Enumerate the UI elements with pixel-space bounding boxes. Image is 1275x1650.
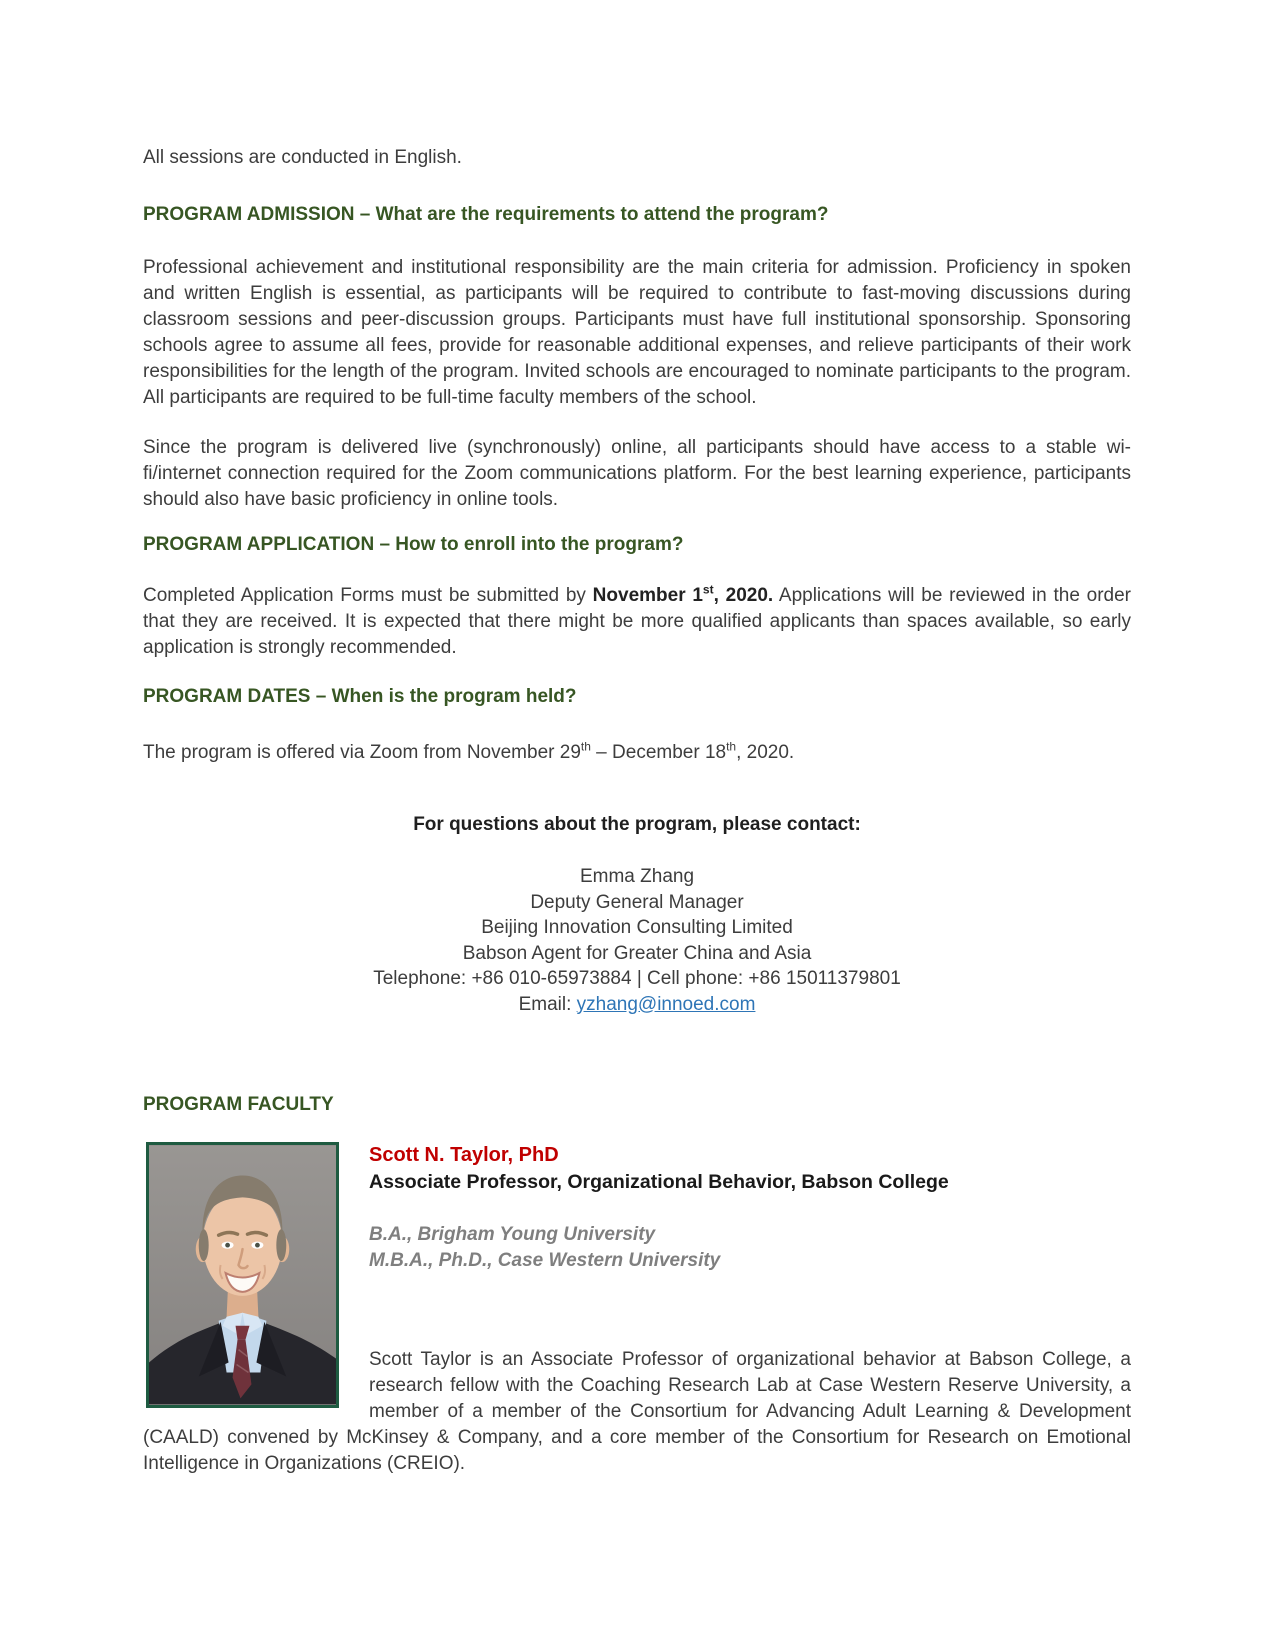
faculty-bio-paragraph: Scott Taylor is an Associate Professor of organizational behavior at Babson College, a research fellow with the Coaching Research Lab at Case Western Reserve University, a member of a member of the Consortium for Advancing Adult Learning & Development (CAALD) convened by McKinsey & Company, and a core member of the Consortium for Research on Emotional Intelligence in Organizations (CREIO). (143, 1349, 1131, 1474)
faculty-degree-1: B.A., Brigham Young University (369, 1224, 656, 1245)
heading-program-application: PROGRAM APPLICATION – How to enroll into the program? (143, 534, 684, 555)
application-text-start: Completed Application Forms must be submitted by (143, 585, 593, 606)
contact-heading: For questions about the program, please contact: (413, 814, 861, 835)
application-paragraph (143, 583, 1131, 661)
contact-role: Deputy General Manager (530, 891, 744, 913)
contact-email-line (143, 992, 1131, 1018)
contact-company: Beijing Innovation Consulting Limited (481, 917, 793, 938)
dates-text-1: The program is offered via Zoom from November 29 (143, 742, 581, 763)
heading-program-dates: PROGRAM DATES – When is the program held? (143, 686, 577, 707)
deadline-ordinal: st (702, 582, 714, 597)
heading-program-faculty: PROGRAM FACULTY (143, 1094, 334, 1115)
contact-block (143, 864, 1131, 1017)
faculty-title: Associate Professor, Organizational Behavior, Babson College (369, 1171, 949, 1193)
dates-ordinal-2: th (726, 739, 737, 754)
email-label: Email: (518, 993, 577, 1015)
dates-text-2: – December 18 (590, 742, 727, 763)
contact-agency: Babson Agent for Greater China and Asia (462, 942, 812, 964)
faculty-degree-2: M.B.A., Ph.D., Case Western University (369, 1250, 721, 1271)
contact-phone-line: Telephone: +86 010-65973884 | Cell phone: +86 15011379801 (373, 968, 901, 989)
portrait-illustration (149, 1145, 336, 1405)
heading-program-admission: PROGRAM ADMISSION – What are the requirements to attend the program? (143, 204, 829, 225)
contact-name: Emma Zhang (579, 866, 695, 887)
faculty-name: Scott N. Taylor, PhD (369, 1144, 559, 1166)
faculty-section (143, 1142, 1131, 1477)
dates-ordinal-1: th (580, 739, 591, 754)
deadline-date: November 1 (592, 585, 703, 606)
application-deadline (592, 582, 774, 606)
deadline-year: , 2020. (713, 585, 774, 606)
intro-line: All sessions are conducted in English. (143, 147, 462, 168)
admission-paragraph: Professional achievement and institutional responsibility are the main criteria for admission. Proficiency in spoken and written English is essential, as participants will be required to contribute to fast-moving discussions during classroom sessions and peer-discussion groups. Participants must have full institutional sponsorship. Sponsoring schools agree to assume all fees, provide for reasonable additional expenses, and relieve participants of their work responsibilities for the length of the program. Invited schools are encouraged to nominate participants to the program. All participants are required to be full-time faculty members of the school. (143, 257, 1131, 408)
application-text-end: Applications will be reviewed in the order that they are received. It is expected that there might be more qualified applicants than spaces available, so early application is strongly recommended. (143, 585, 1132, 658)
online-access-paragraph: Since the program is delivered live (synchronously) online, all participants should have access to a stable wi-fi/internet connection required for the Zoom communications platform. For the best learning experience, participants should also have basic proficiency in online tools. (143, 437, 1131, 510)
dates-line (143, 740, 1131, 766)
faculty-portrait-photo (146, 1142, 339, 1408)
email-link[interactable]: yzhang@innoed.com (576, 993, 756, 1015)
dates-text-3: , 2020. (736, 742, 795, 763)
